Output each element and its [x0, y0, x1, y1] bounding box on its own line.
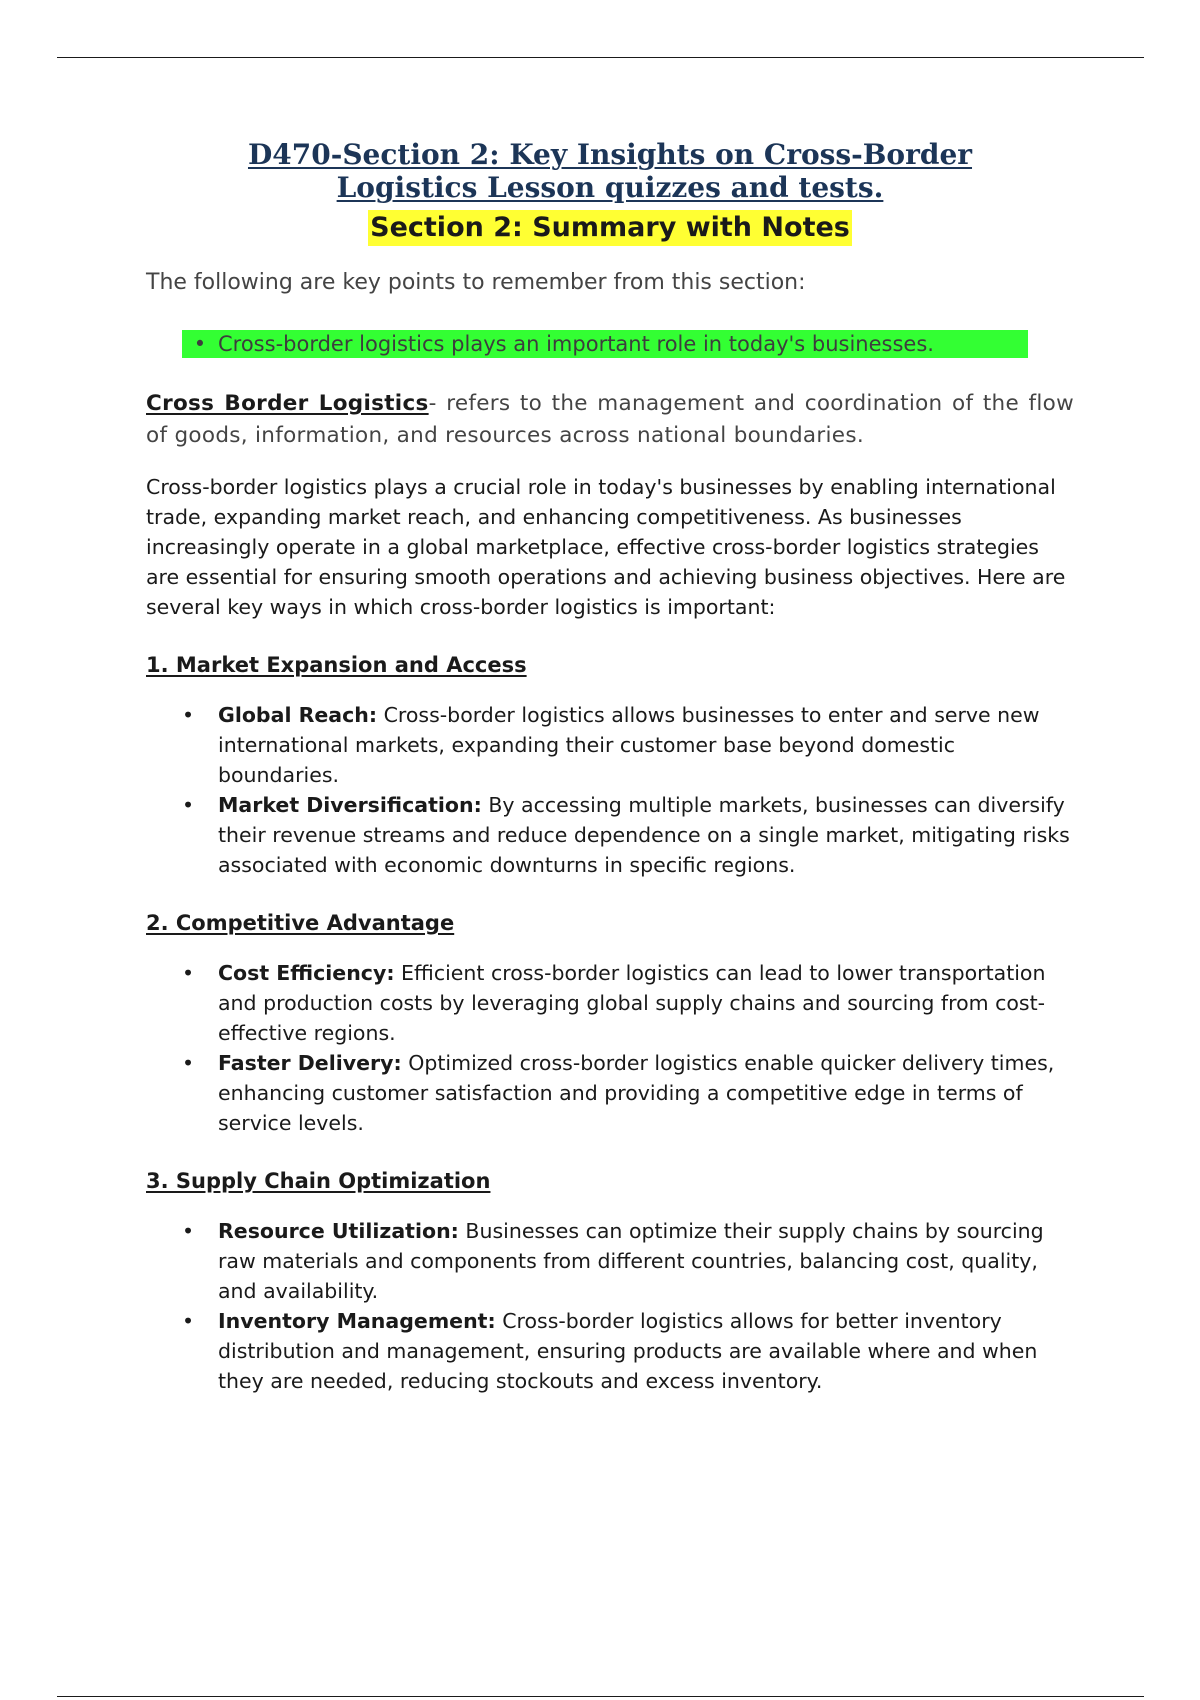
title-line-2: Logistics Lesson quizzes and tests.	[336, 171, 884, 204]
list-item-text: Businesses can optimize their supply chains by sourcing raw materials and components from different countries, balancing cost, quality, and availability.	[218, 1219, 1044, 1303]
title-line-1: D470-Section 2: Key Insights on Cross-Border	[247, 138, 973, 171]
definition-term: Cross Border Logistics	[146, 391, 429, 416]
list-item-label: Global Reach:	[218, 703, 378, 727]
list-item	[146, 1216, 1074, 1306]
bullet-list	[146, 700, 1074, 880]
key-point-text: Cross-border logistics plays an important role in today's businesses.	[218, 332, 934, 356]
bullet-list	[146, 958, 1074, 1138]
section-heading-market-expansion: 1. Market Expansion and Access	[146, 653, 527, 677]
bullet-icon: •	[182, 961, 195, 985]
list-item	[146, 958, 1074, 1048]
body-paragraph: Cross-border logistics plays a crucial role in today's businesses by enabling international trade, expanding market reach, and enhancing competitiveness. As businesses increasingly operate in a global marketplace, effective cross-border logistics strategies are essential for ensuring smooth operations and achieving business objectives. Here are several key ways in which cross-border logistics is important:	[146, 475, 1066, 619]
footer-rule	[57, 1696, 1144, 1697]
list-item-text: Efficient cross-border logistics can lead to lower transportation and production costs by leveraging global supply chains and sourcing from cost-effective regions.	[218, 961, 1046, 1045]
bullet-icon: •	[182, 1219, 195, 1243]
list-item	[146, 1048, 1074, 1138]
section-heading-supply-chain: 3. Supply Chain Optimization	[146, 1169, 491, 1193]
list-item-text: Optimized cross-border logistics enable quicker delivery times, enhancing customer satisfaction and providing a competitive edge in terms of service levels.	[218, 1051, 1055, 1135]
header-rule	[57, 57, 1144, 58]
bullet-list	[146, 1216, 1074, 1396]
list-item	[146, 700, 1074, 790]
intro-text: The following are key points to remember from this section:	[146, 270, 806, 295]
definition-text: - refers to the management and coordination of the flow of goods, information, and resources across national boundaries.	[146, 391, 1074, 448]
bullet-icon: •	[193, 332, 207, 356]
bullet-icon: •	[182, 1051, 195, 1075]
bullet-icon: •	[182, 703, 195, 727]
list-item-label: Faster Delivery:	[218, 1051, 402, 1075]
bullet-icon: •	[182, 1309, 195, 1333]
list-item-label: Resource Utilization:	[218, 1219, 459, 1243]
list-item-text: Cross-border logistics allows businesses to enter and serve new international markets, expanding their customer base beyond domestic boundaries.	[218, 703, 1040, 787]
bullet-icon: •	[182, 793, 195, 817]
list-item	[146, 790, 1074, 880]
definition-paragraph	[146, 388, 1074, 452]
section-heading-competitive-advantage: 2. Competitive Advantage	[146, 911, 455, 935]
list-item-label: Market Diversification:	[218, 793, 482, 817]
list-item-label: Cost Efficiency:	[218, 961, 395, 985]
list-item	[146, 1306, 1074, 1396]
subtitle-wrapper	[146, 210, 1074, 246]
document-title	[146, 138, 1074, 204]
section-subtitle: Section 2: Summary with Notes	[368, 210, 852, 246]
list-item-text: Cross-border logistics allows for better inventory distribution and management, ensuring products are available where and when they are needed, reducing stockouts and excess inventory.	[218, 1309, 1038, 1393]
highlighted-key-point	[182, 330, 1028, 358]
document-page	[146, 138, 1074, 1396]
list-item-label: Inventory Management:	[218, 1309, 496, 1333]
list-item-text: By accessing multiple markets, businesses can diversify their revenue streams and reduce dependence on a single market, mitigating risks associated with economic downturns in specific regions.	[218, 793, 1070, 877]
